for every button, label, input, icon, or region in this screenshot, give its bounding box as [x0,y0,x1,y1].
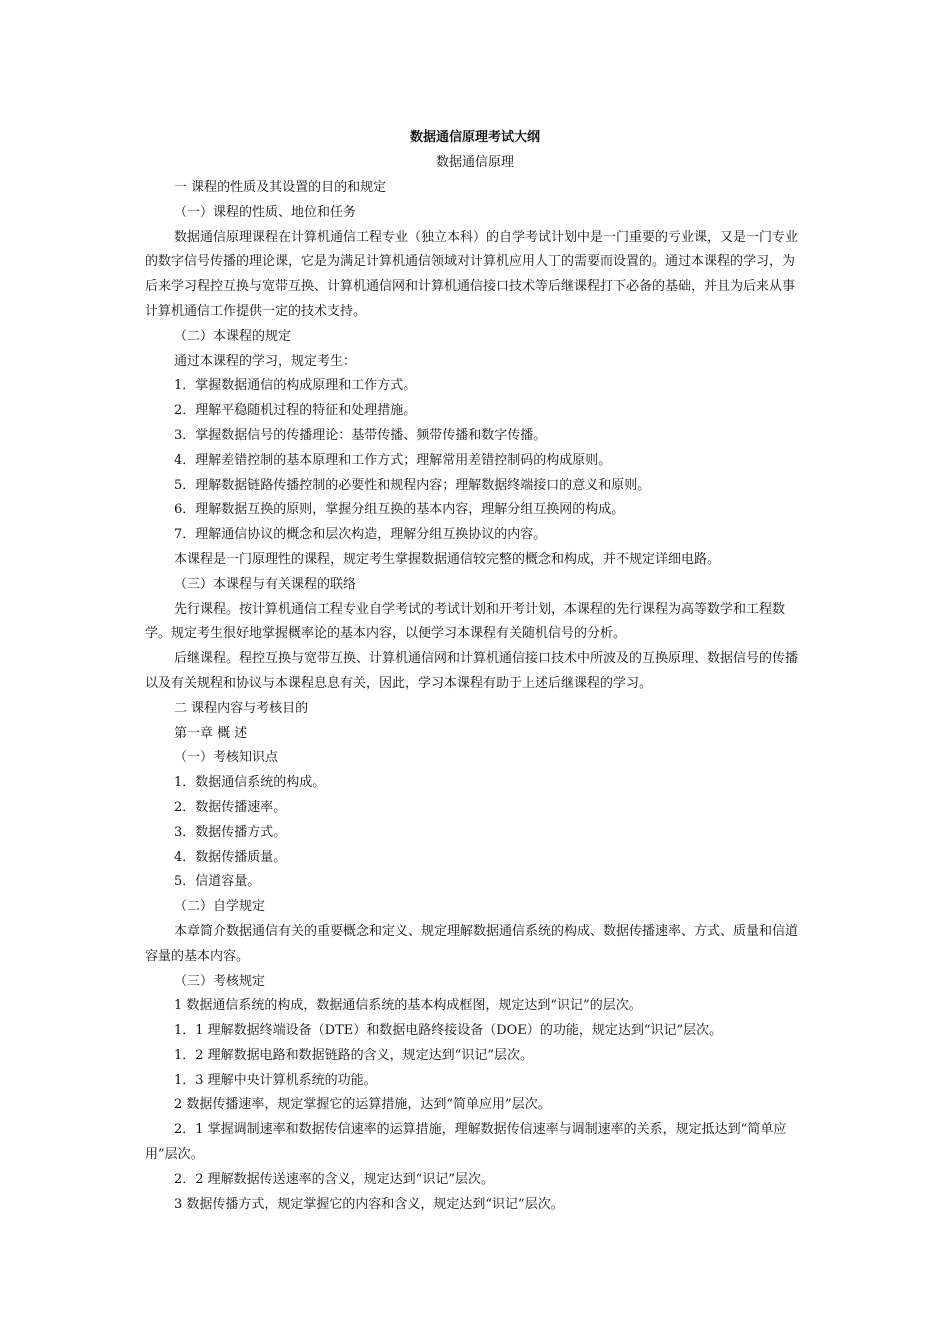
list-item: 2．理解平稳随机过程的特征和处理措施。 [174,403,417,419]
list-item: 7．理解通信协议的概念和层次构造，理解分组互换协议的内容。 [174,527,547,543]
list-item: 5．信道容量。 [174,874,261,890]
list-item: 1．1 理解数据终端设备（DTE）和数据电路终接设备（DOE）的功能，规定达到“识记”层次。 [174,1023,723,1039]
body-paragraph: 后继课程。程控互换与宽带互换、计算机通信网和计算机通信接口技术中所波及的互换原理、数据信号的传播以及有关规程和协议与本课程息息有关，因此，学习本课程有助于上述后继课程的学习。 [145,651,799,691]
subsection-heading: （一）课程的性质、地位和任务 [174,204,357,220]
list-item: 5．理解数据链路传播控制的必要性和规程内容；理解数据终端接口的意义和原则。 [174,477,651,493]
body-paragraph: 先行课程。按计算机通信工程专业自学考试的考试计划和开考计划，本课程的先行课程为高等数学和工程数学。规定考生很好地掌握概率论的基本内容，以便学习本课程有关随机信号的分析。 [145,601,786,642]
list-item: 6．理解数据互换的原则，掌握分组互换的基本内容，理解分组互换网的构成。 [174,502,625,518]
list-item: 1．掌握数据通信的构成原理和工作方式。 [174,378,417,394]
document-title: 数据通信原理考试大纲 [409,130,540,145]
body-paragraph: 本章简介数据通信有关的重要概念和定义、规定理解数据通信系统的构成、数据传播速率、方式、质量和信道容量的基本内容。 [145,923,799,964]
chapter-heading: 第一章 概 述 [174,725,248,741]
subsection-heading: （二）自学规定 [174,899,266,915]
body-paragraph: 数据通信原理课程在计算机通信工程专业（独立本科）的自学考试计划中是一门重要的亏业课，又是一门专业的数字信号传播的理论课，它是为满足计算机通信领域对计算机应用人丁的需要而设置的。通过本课程的学习，为后来学习程控互换与宽带互换、计算机通信网和计算机通信接口技术等后继课程打下必备的基础，并且为后来从事计算机通信工作提供一定的技术支持。 [145,229,799,319]
list-item: 2．2 理解数据传送速率的含义，规定达到“识记”层次。 [174,1171,494,1187]
subsection-heading: （二）本课程的规定 [174,328,292,344]
section-heading: 一 课程的性质及其设置的目的和规定 [174,180,387,195]
subsection-heading: （三）考核规定 [174,973,266,989]
list-item: 1．3 理解中央计算机系统的功能。 [174,1072,377,1088]
body-paragraph: 通过本课程的学习，规定考生： [174,353,357,369]
list-item: 4．理解差错控制的基本原理和工作方式；理解常用差错控制码的构成原则。 [174,452,612,468]
list-item: 1 数据通信系统的构成，数据通信系统的基本构成框图，规定达到“识记”的层次。 [174,998,642,1014]
body-paragraph: 本课程是一门原理性的课程，规定考生掌握数据通信较完整的概念和构成，并不规定详细电路。 [174,551,721,567]
section-heading: 二 课程内容与考核目的 [174,700,309,716]
list-item: 2．1 掌握调制速率和数据传信速率的运算措施，理解数据传信速率与调制速率的关系，规定抵达到“简单应用”层次。 [145,1122,787,1163]
list-item: 3 数据传播方式，规定掌握它的内容和含义，规定达到“识记”层次。 [174,1196,564,1212]
list-item: 2 数据传播速率，规定掌握它的运算措施，达到“简单应用”层次。 [174,1097,551,1113]
list-item: 4．数据传播质量。 [174,849,287,865]
subsection-heading: （三）本课程与有关课程的联络 [174,576,357,592]
list-item: 3．数据传播方式。 [174,824,287,840]
document-page [145,126,805,1217]
list-item: 2．数据传播速率。 [174,799,287,815]
document-subtitle: 数据通信原理 [435,155,514,170]
list-item: 1．数据通信系统的构成。 [174,775,326,791]
subsection-heading: （一）考核知识点 [174,750,279,766]
list-item: 3．掌握数据信号的传播理论：基带传播、频带传播和数字传播。 [174,427,547,443]
list-item: 1．2 理解数据电路和数据链路的含义，规定达到“识记”层次。 [174,1047,533,1063]
